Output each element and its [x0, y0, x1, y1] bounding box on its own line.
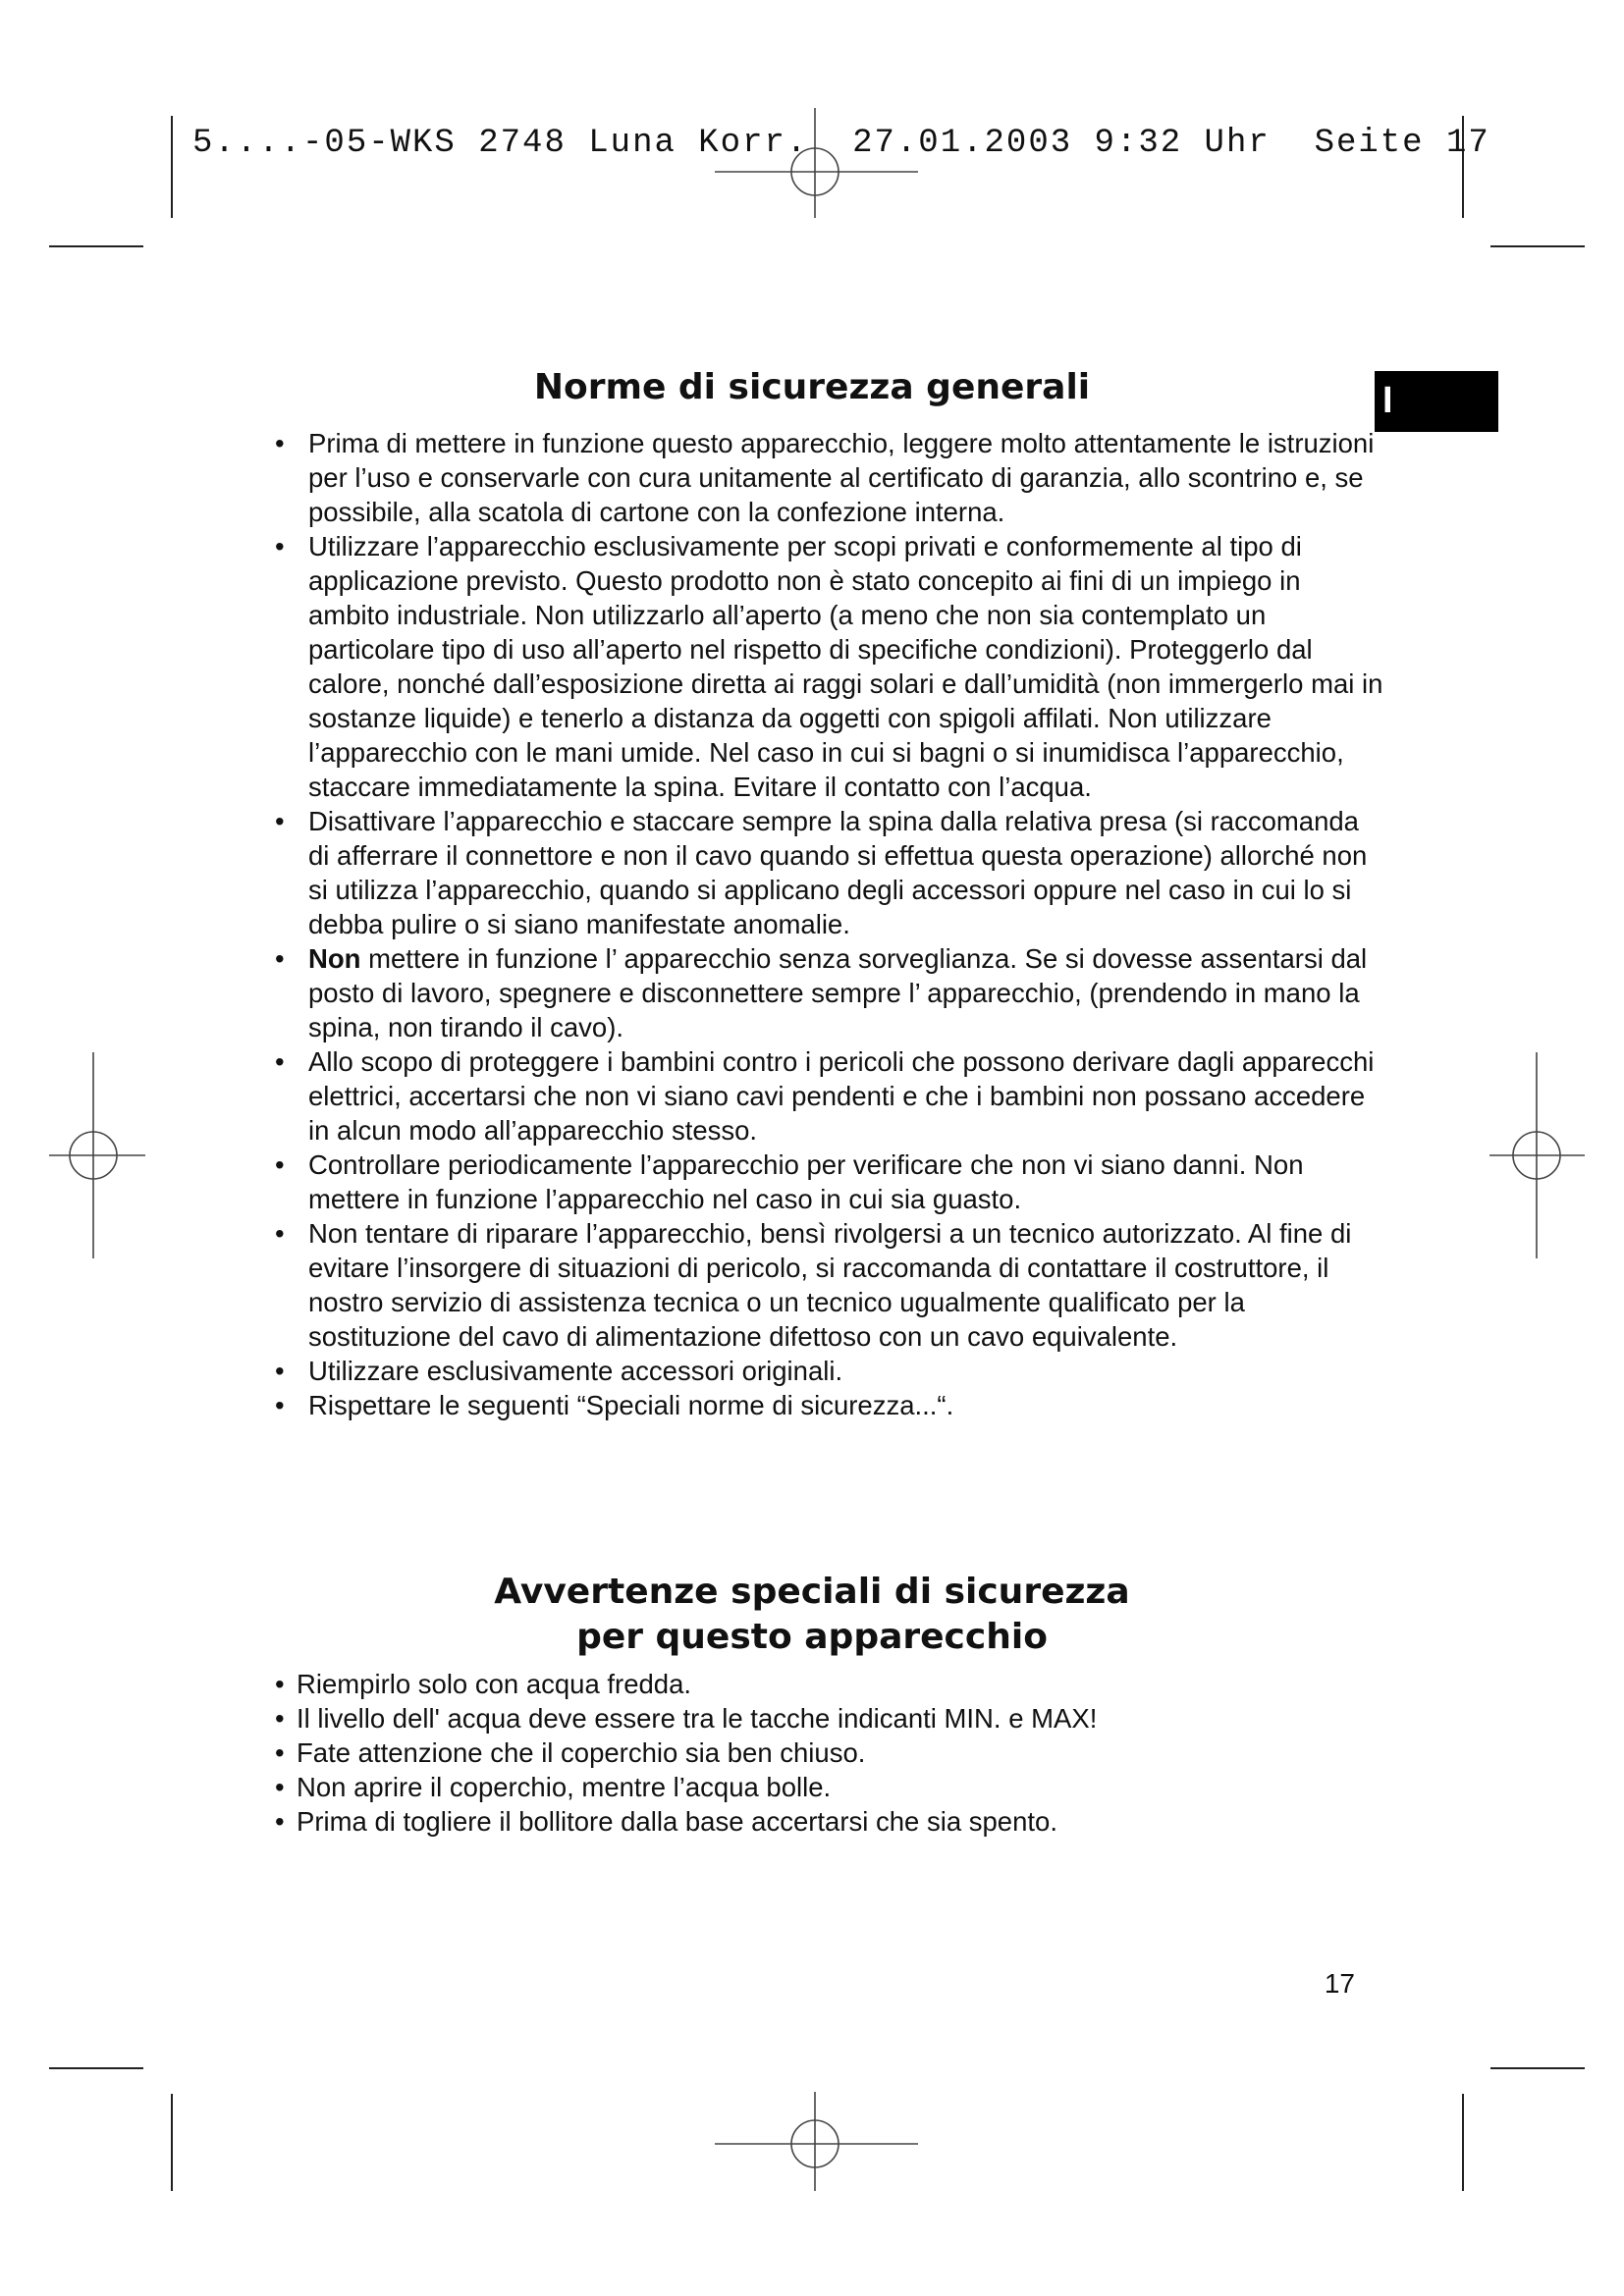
- bullet-icon: •: [275, 943, 285, 974]
- bullet-icon: •: [275, 1669, 285, 1699]
- bullet-icon: •: [275, 1806, 285, 1837]
- list-item-text: Utilizzare l’apparecchio esclusivamente per scopi privati e conformemente al tipo di applicazione previsto. Questo prodotto non è stato concepito ai fini di un impiego in ambito industriale. Non utilizzarlo all’aperto (a meno che non sia contemplato un particolare tipo di uso all’aperto nel rispetto di specifiche condizioni). Proteggerlo dal calore, nonché dall’esposizione diretta ai raggi solari e dall’umidità (non immergerlo mai in sostanze liquide) e tenerlo a distanza da oggetti con spigoli affilati. Non utilizzare l’apparecchio con le mani umide. Nel caso in cui si bagni o si inumidisca l’apparecchio, staccare immediatamente la spina. Evitare il contatto con l’acqua.: [308, 531, 1383, 802]
- list-item: [257, 1804, 1386, 1839]
- list-item: [257, 1770, 1386, 1804]
- list-item-bold-lead: Non: [308, 943, 361, 974]
- list-item: [257, 1148, 1386, 1216]
- list-item-text: Utilizzare esclusivamente accessori originali.: [308, 1356, 843, 1386]
- list-item: [257, 1354, 1386, 1388]
- list-item: [257, 1216, 1386, 1354]
- list-item-text: Non tentare di riparare l’apparecchio, bensì rivolgersi a un tecnico autorizzato. Al fine di evitare l’insorgere di situazioni di pericolo, si raccomanda di contattare il costruttore, il nostro servizio di assistenza tecnica o un tecnico ugualmente qualificato per la sostituzione del cavo di alimentazione difettoso con un cavo equivalente.: [308, 1218, 1352, 1352]
- registration-target-left: [49, 1052, 145, 1258]
- list-item: [257, 1735, 1386, 1770]
- bullet-icon: •: [275, 1149, 285, 1180]
- registration-target-bottom: [715, 2092, 918, 2191]
- bullet-icon: •: [275, 428, 285, 458]
- list-item-text: Non aprire il coperchio, mentre l’acqua bolle.: [297, 1772, 832, 1802]
- list-item-text: mettere in funzione l’ apparecchio senza sorveglianza. Se si dovesse assentarsi dal posto di lavoro, spegnere e disconnettere sempre l’ apparecchio, (prendendo in mano la spina, non tirando il cavo).: [308, 943, 1368, 1042]
- bullet-icon: •: [275, 1046, 285, 1077]
- list-item-text: Riempirlo solo con acqua fredda.: [297, 1669, 692, 1699]
- bullet-icon: •: [275, 531, 285, 561]
- list-item: [257, 426, 1386, 529]
- list-item-text: Controllare periodicamente l’apparecchio per verificare che non vi siano danni. Non mettere in funzione l’apparecchio nel caso in cui sia guasto.: [308, 1149, 1304, 1214]
- list-item: [257, 941, 1386, 1044]
- section-title-special-warnings: [0, 1570, 1624, 1660]
- list-item-text: Rispettare le seguenti “Speciali norme di sicurezza...“.: [308, 1390, 954, 1420]
- registration-target-right: [1489, 1052, 1585, 1258]
- list-item: [257, 1667, 1386, 1701]
- list-item: [257, 1701, 1386, 1735]
- list-item: [257, 1388, 1386, 1422]
- bullet-icon: •: [275, 1356, 285, 1386]
- general-safety-list: [257, 426, 1386, 1422]
- bullet-icon: •: [275, 806, 285, 836]
- section-title-line-1: Avvertenze speciali di sicurezza: [494, 1572, 1130, 1612]
- bullet-icon: •: [275, 1390, 285, 1420]
- list-item-text: Disattivare l’apparecchio e staccare sempre la spina dalla relativa presa (si raccomanda di afferrare il connettore e non il cavo quando si effettua questa operazione) allorché non si utilizza l’apparecchio, quando si applicano degli accessori oppure nel caso in cui lo si debba pulire o si siano manifestate anomalie.: [308, 806, 1368, 939]
- bullet-icon: •: [275, 1772, 285, 1802]
- bullet-icon: •: [275, 1218, 285, 1249]
- list-item-text: Il livello dell' acqua deve essere tra le tacche indicanti MIN. e MAX!: [297, 1703, 1098, 1734]
- special-warnings-list: [257, 1667, 1386, 1839]
- language-tab-label: I: [1382, 380, 1393, 421]
- section-title-general-safety: Norme di sicurezza generali: [533, 367, 1091, 407]
- bullet-icon: •: [275, 1737, 285, 1768]
- list-item-text: Allo scopo di proteggere i bambini contro i pericoli che possono derivare dagli apparecchi elettrici, accertarsi che non vi siano cavi pendenti e che i bambini non possano accedere in alcun modo all’apparecchio stesso.: [308, 1046, 1375, 1146]
- list-item: [257, 529, 1386, 804]
- list-item-text: Prima di togliere il bollitore dalla base accertarsi che sia spento.: [297, 1806, 1057, 1837]
- list-item-text: Prima di mettere in funzione questo apparecchio, leggere molto attentamente le istruzioni per l’uso e conservarle con cura unitamente al certificato di garanzia, allo scontrino e, se possibile, alla scatola di cartone con la confezione interna.: [308, 428, 1375, 527]
- list-item-text: Fate attenzione che il coperchio sia ben chiuso.: [297, 1737, 866, 1768]
- print-slug-header: 5....-05-WKS 2748 Luna Korr. 27.01.2003 9:32 Uhr Seite 17: [192, 125, 1490, 162]
- page-number: 17: [1324, 1968, 1355, 1999]
- bullet-icon: •: [275, 1703, 285, 1734]
- section-title-line-2: per questo apparecchio: [576, 1617, 1048, 1657]
- list-item: [257, 804, 1386, 941]
- list-item: [257, 1044, 1386, 1148]
